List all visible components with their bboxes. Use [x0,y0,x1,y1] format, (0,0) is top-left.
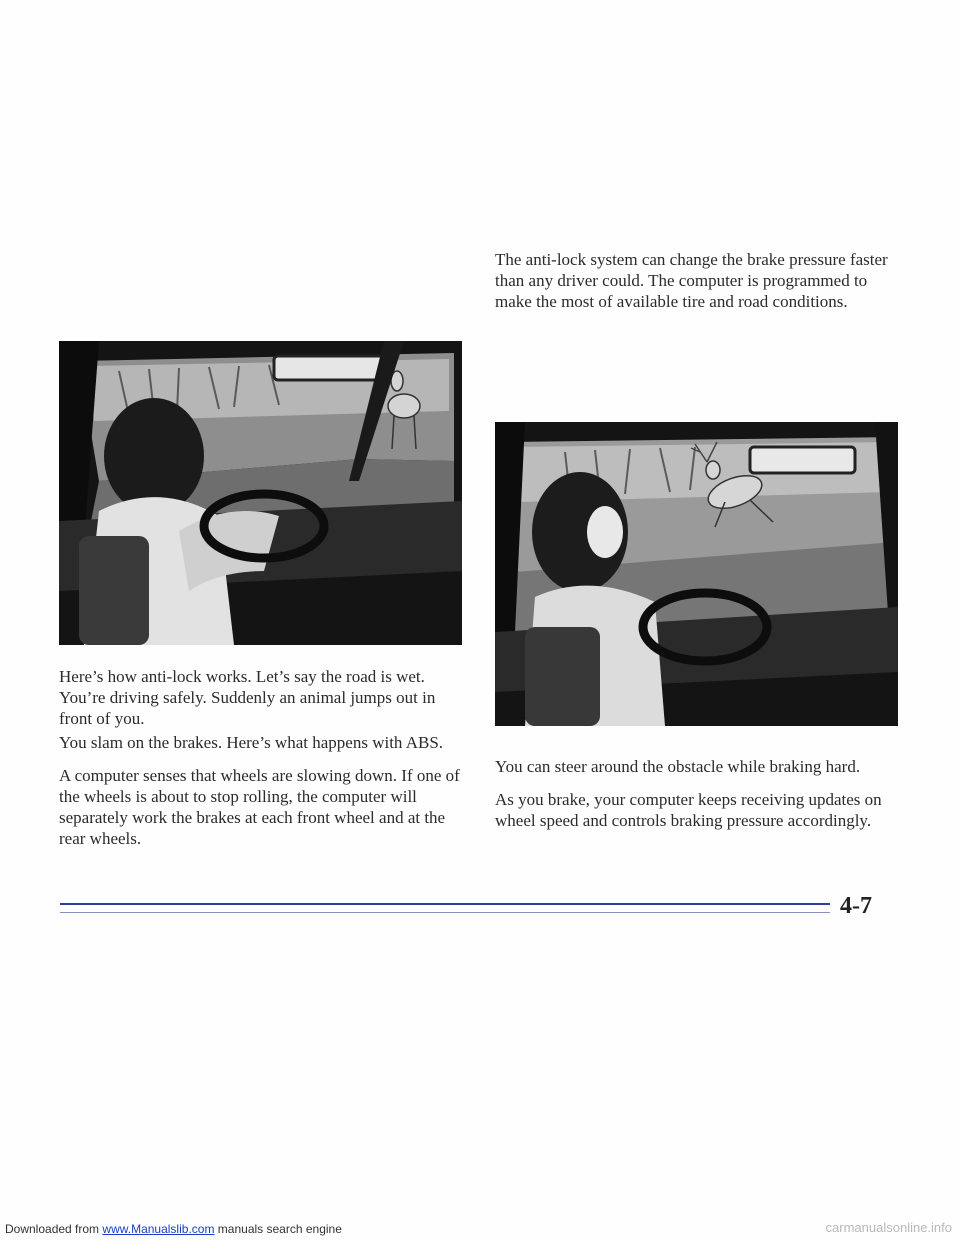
paragraph-left-2: You slam on the brakes. Here’s what happens with ABS. [59,733,444,752]
footer-rule [60,903,830,905]
paragraph-right-1: The anti-lock system can change the brake pressure faster than any driver could. The computer is programmed to make the most of available tire and road conditions. [495,250,888,311]
paragraph-right-2: You can steer around the obstacle while braking hard. [495,757,861,776]
watermark: carmanualsonline.info [825,1220,952,1235]
illustration-driver-steering-around-deer [495,422,898,726]
paragraph-right-3: As you brake, your computer keeps receiving updates on wheel speed and controls braking pressure accordingly. [495,790,882,830]
page-number: 4-7 [840,893,872,919]
manualslib-link[interactable]: www.Manualslib.com [102,1222,215,1236]
download-footer [5,1222,342,1236]
footer-prefix: Downloaded from [5,1222,100,1236]
paragraph-left-3: A computer senses that wheels are slowing down. If one of the wheels is about to stop rolling, the computer will separately work the brakes at each front wheel and at the rear wheels. [59,766,460,848]
footer-rule-thin [60,912,830,913]
footer-suffix: manuals search engine [217,1222,342,1236]
paragraph-left-1: Here’s how anti-lock works. Let’s say the road is wet. You’re driving safely. Suddenly an animal jumps out in front of you. [59,667,436,728]
illustration-driver-deer-ahead [59,341,462,645]
